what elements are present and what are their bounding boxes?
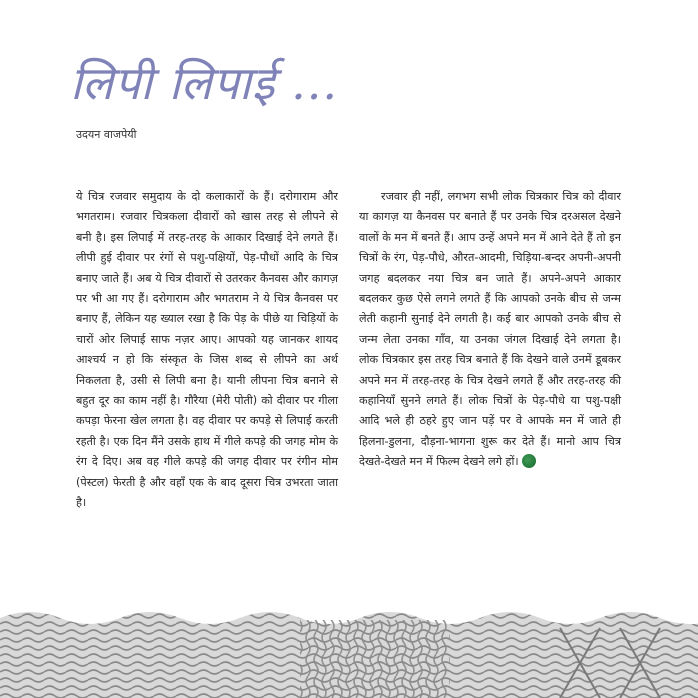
article-title: लिपी लिपाई ... xyxy=(70,56,338,110)
author-name: उदयन वाजपेयी xyxy=(76,128,137,141)
wavy-lipai-border-pattern xyxy=(0,588,698,698)
right-column-text: रजवार ही नहीं, लगभग सभी लोक चित्रकार चित्र को दीवार या कागज़ या कैनवस पर बनाते हैं पर उनके चित्र दरअसल देखने वालों के मन में बनते हैं। आप उन्हें अपने मन में आने देते हैं तो इन चित्रों के रंग, पेड़-पौधे, औरत-आदमी, चिड़िया-बन्दर अपनी-अपनी जगह बदलकर नया चित्र बन जाते हैं। अपने-अपने आकार बदलकर कुछ ऐसे लगने लगते हैं कि आपको उनके बीच से जन्म लेती कहानी सुनाई देने लगती है। कई बार आपको उनके बीच से जन्म लेता उनका गाँव, या उनका जंगल दिखाई देने लगता है। लोक चित्रकार इस तरह चित्र बनाते हैं कि देखने वाले उनमें डूबकर अपने मन में तरह-तरह के चित्र देखने लगते हैं और तरह-तरह की कहानियाँ सुनने लगते हैं। लोक चित्रों के पेड़-पौधे या पशु-पक्षी आदि भले ही ठहरे हुए जान पड़ें पर वे आपके मन में जाते ही हिलना-डुलना, दौड़ना-भागना शुरू कर देते हैं। मानो आप चित्र देखते-देखते मन में फिल्म देखने लगे हों। xyxy=(359,190,621,469)
body-right-column xyxy=(359,187,621,473)
left-column-text: ये चित्र रजवार समुदाय के दो कलाकारों के हैं। दरोगाराम और भगतराम। रजवार चित्रकला दीवारों को खास तरह से लीपने से बनी है। इस लिपाई में तरह-तरह के आकार दिखाई देने लगते हैं। लीपी हुई दीवार पर रंगों से पशु-पक्षियों, पेड़-पौधों आदि के चित्र बनाए जाते हैं। अब ये चित्र दीवारों से उतरकर कैनवस और कागज़ पर भी आ गए हैं। दरोगाराम और भगतराम ने ये चित्र कैनवस पर बनाए हैं, लेकिन यह ख्याल रखा है कि पेड़ के पीछे या चिड़ियों के चारों ओर लिपाई साफ नज़र आए। आपको यह जानकर शायद आश्चर्य न हो कि संस्कृत के जिस शब्द से लीपने का अर्थ निकलता है, उसी से लिपी बना है। यानी लीपना चित्र बनाने से बहुत दूर का काम नहीं है। गौरैया (मेरी पोती) को दीवार पर गीला कपड़ा फेरना खेल लगता है। वह दीवार पर कपड़े से लिपाई करती रहती है। एक दिन मैंने उसके हाथ में गीले कपड़े की जगह मोम के रंग दे दिए। अब वह गीले कपड़े की जगह दीवार पर रंगीन मोम (पेस्टल) फेरती है और वहाँ एक के बाद दूसरा चित्र उभरता जाता है। xyxy=(76,190,338,510)
green-dot-icon xyxy=(522,454,536,468)
body-left-column xyxy=(76,187,338,514)
